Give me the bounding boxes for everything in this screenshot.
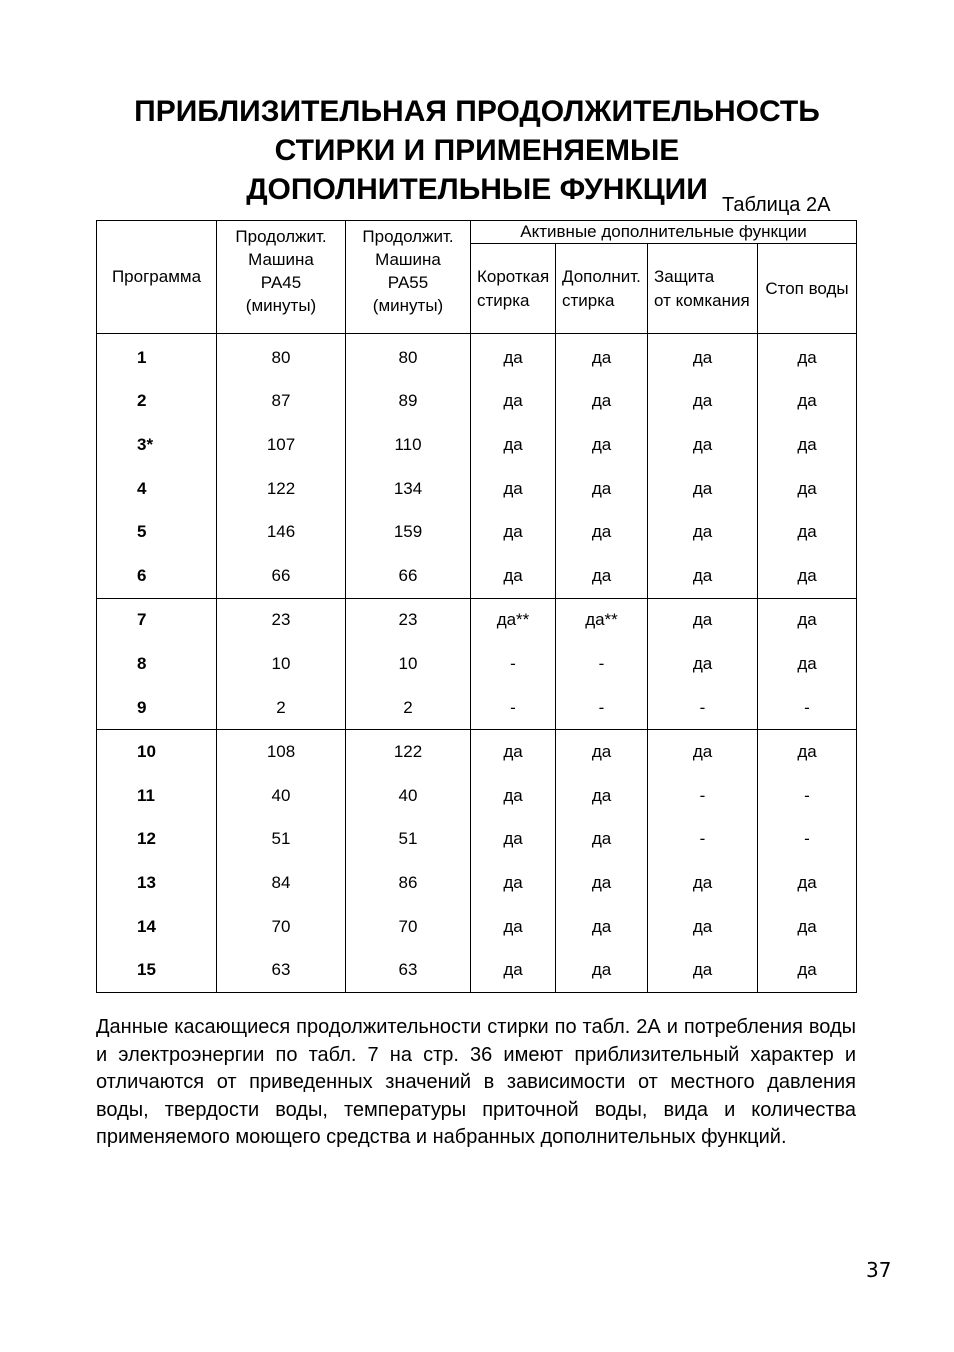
cell-water-stop: да	[797, 610, 817, 630]
cell-water-stop: да	[797, 872, 817, 892]
cell-program: 3*	[97, 423, 217, 467]
cell-short-wash: да	[471, 510, 556, 554]
header-short-wash	[471, 244, 556, 334]
cell-program: 13	[97, 861, 217, 905]
cell-pa55: 51	[346, 818, 471, 862]
header-short-wash-line: Короткая	[477, 266, 550, 286]
cell-program: 15	[97, 948, 217, 992]
cell-extra-wash: да	[556, 467, 648, 511]
cell-water-stop: -	[804, 785, 810, 805]
cell-pa55: 134	[346, 467, 471, 511]
cell-short-wash: да	[471, 948, 556, 992]
table-label: Таблица 2А	[722, 194, 831, 216]
cell-pa45: 108	[217, 730, 346, 774]
cell-anti-crease: да	[648, 334, 758, 380]
header-extra-wash-line: Дополнит.	[562, 266, 641, 286]
header-pa55-line: (минуты)	[372, 296, 444, 315]
cell-pa55: 40	[346, 774, 471, 818]
cell-pa55: 122	[346, 730, 471, 774]
cell-pa45: 80	[217, 334, 346, 380]
cell-pa55: 159	[346, 510, 471, 554]
cell-pa45: 70	[217, 905, 346, 949]
cell-pa55: 89	[346, 380, 471, 424]
cell-anti-crease: -	[648, 774, 758, 818]
cell-water-stop: да	[797, 478, 817, 498]
cell-extra-wash: да	[556, 730, 648, 774]
cell-extra-wash: да	[556, 948, 648, 992]
table-row	[97, 554, 857, 598]
table-row	[97, 467, 857, 511]
title-line: ДОПОЛНИТЕЛЬНЫЕ ФУНКЦИИ	[246, 173, 708, 206]
cell-program: 14	[97, 905, 217, 949]
cell-anti-crease: -	[648, 686, 758, 730]
duration-table	[96, 220, 857, 993]
header-pa55-line: Продолжит.	[362, 227, 454, 246]
cell-water-stop: да	[797, 522, 817, 542]
table-row	[97, 686, 857, 730]
cell-water-stop: -	[804, 829, 810, 849]
cell-program: 10	[97, 730, 217, 774]
cell-pa55: 10	[346, 642, 471, 686]
cell-program: 2	[97, 380, 217, 424]
header-anti-crease-line: от комкания	[654, 290, 750, 310]
table-row	[97, 334, 857, 380]
page-title	[90, 92, 864, 209]
cell-extra-wash: -	[556, 686, 648, 730]
header-pa55-line: РА55	[387, 273, 429, 292]
cell-pa45: 10	[217, 642, 346, 686]
table-row	[97, 380, 857, 424]
cell-pa55: 23	[346, 598, 471, 642]
cell-pa45: 107	[217, 423, 346, 467]
cell-extra-wash: да	[556, 510, 648, 554]
header-pa45-line: Продолжит.	[235, 227, 327, 246]
cell-water-stop: да	[797, 347, 817, 367]
cell-pa55: 110	[346, 423, 471, 467]
cell-pa45: 63	[217, 948, 346, 992]
header-program: Программа	[97, 221, 217, 334]
table-row	[97, 598, 857, 642]
header-pa45-line: (минуты)	[245, 296, 317, 315]
header-pa45-line: Машина	[248, 250, 314, 269]
cell-extra-wash: да	[556, 818, 648, 862]
note-paragraph: Данные касающиеся продолжительности стирки по табл. 2А и потребления воды и электроэнергии по табл. 7 на стр. 36 имеют приблизительный характер и отличаются от приведенных значений в зависимости от местного давления воды, твердости воды, температуры приточной воды, вида и количества применяемого моющего средства и набранных дополнительных функций.	[96, 1016, 856, 1148]
cell-program: 4	[97, 467, 217, 511]
cell-anti-crease: да	[648, 861, 758, 905]
cell-pa55: 2	[346, 686, 471, 730]
cell-extra-wash: да	[556, 423, 648, 467]
cell-extra-wash: -	[556, 642, 648, 686]
table-row	[97, 423, 857, 467]
page-number: 37	[866, 1258, 892, 1282]
cell-pa45: 84	[217, 861, 346, 905]
table-row	[97, 730, 857, 774]
cell-anti-crease: да	[648, 510, 758, 554]
table-row	[97, 948, 857, 992]
cell-program: 7	[97, 598, 217, 642]
cell-pa55: 70	[346, 905, 471, 949]
cell-short-wash: -	[471, 642, 556, 686]
cell-pa55: 66	[346, 554, 471, 598]
cell-program: 1	[97, 334, 217, 380]
cell-program: 11	[97, 774, 217, 818]
cell-water-stop: да	[797, 742, 817, 762]
cell-short-wash: да	[471, 380, 556, 424]
cell-pa55: 63	[346, 948, 471, 992]
cell-extra-wash: да	[556, 554, 648, 598]
header-water-stop: Стоп воды	[758, 244, 857, 334]
cell-water-stop: да	[797, 434, 817, 454]
cell-pa45: 122	[217, 467, 346, 511]
cell-anti-crease: да	[648, 423, 758, 467]
cell-anti-crease: да	[648, 948, 758, 992]
cell-water-stop: -	[758, 686, 857, 730]
cell-extra-wash: да	[556, 380, 648, 424]
header-extra-wash-line: стирка	[562, 290, 615, 310]
table-row	[97, 642, 857, 686]
cell-program: 8	[97, 642, 217, 686]
header-anti-crease-line: Защита	[654, 266, 715, 286]
cell-pa45: 40	[217, 774, 346, 818]
cell-short-wash: да	[471, 423, 556, 467]
cell-extra-wash: да**	[556, 598, 648, 642]
cell-pa55: 80	[346, 334, 471, 380]
table-body	[97, 334, 857, 993]
cell-short-wash: да**	[471, 598, 556, 642]
cell-short-wash: да	[471, 774, 556, 818]
cell-program: 5	[97, 510, 217, 554]
cell-pa45: 51	[217, 818, 346, 862]
cell-short-wash: да	[471, 818, 556, 862]
cell-water-stop: да	[797, 653, 817, 673]
header-active-functions: Активные дополнительные функции	[471, 221, 857, 244]
header-pa55	[346, 221, 471, 334]
header-pa55-line: Машина	[375, 250, 441, 269]
table-row	[97, 861, 857, 905]
title-line: СТИРКИ И ПРИМЕНЯЕМЫЕ	[274, 134, 680, 167]
cell-extra-wash: да	[556, 905, 648, 949]
cell-anti-crease: да	[648, 598, 758, 642]
cell-pa45: 146	[217, 510, 346, 554]
cell-extra-wash: да	[556, 861, 648, 905]
cell-program: 12	[97, 818, 217, 862]
table-row	[97, 774, 857, 818]
cell-water-stop: да	[797, 916, 817, 936]
cell-short-wash: да	[471, 861, 556, 905]
cell-extra-wash: да	[556, 334, 648, 380]
cell-short-wash: да	[471, 905, 556, 949]
header-pa45	[217, 221, 346, 334]
cell-pa55: 86	[346, 861, 471, 905]
header-extra-wash	[556, 244, 648, 334]
cell-pa45: 2	[217, 686, 346, 730]
table-row	[97, 818, 857, 862]
cell-anti-crease: да	[648, 730, 758, 774]
cell-program: 9	[97, 686, 217, 730]
cell-anti-crease: да	[648, 467, 758, 511]
cell-extra-wash: да	[556, 774, 648, 818]
cell-short-wash: -	[471, 686, 556, 730]
header-pa45-line: РА45	[260, 273, 302, 292]
cell-pa45: 23	[217, 598, 346, 642]
table-row	[97, 905, 857, 949]
cell-water-stop: да	[797, 960, 817, 980]
header-short-wash-line: стирка	[477, 290, 530, 310]
cell-anti-crease: да	[648, 905, 758, 949]
cell-water-stop: да	[797, 391, 817, 411]
cell-anti-crease: да	[648, 642, 758, 686]
cell-anti-crease: да	[648, 380, 758, 424]
cell-short-wash: да	[471, 554, 556, 598]
table-row	[97, 510, 857, 554]
cell-water-stop: да	[758, 554, 857, 598]
cell-anti-crease: -	[648, 818, 758, 862]
cell-short-wash: да	[471, 334, 556, 380]
cell-anti-crease: да	[648, 554, 758, 598]
cell-short-wash: да	[471, 730, 556, 774]
title-line: ПРИБЛИЗИТЕЛЬНАЯ ПРОДОЛЖИТЕЛЬНОСТЬ	[134, 95, 820, 128]
header-anti-crease	[648, 244, 758, 334]
cell-program: 6	[97, 554, 217, 598]
cell-pa45: 66	[217, 554, 346, 598]
cell-short-wash: да	[471, 467, 556, 511]
cell-pa45: 87	[217, 380, 346, 424]
